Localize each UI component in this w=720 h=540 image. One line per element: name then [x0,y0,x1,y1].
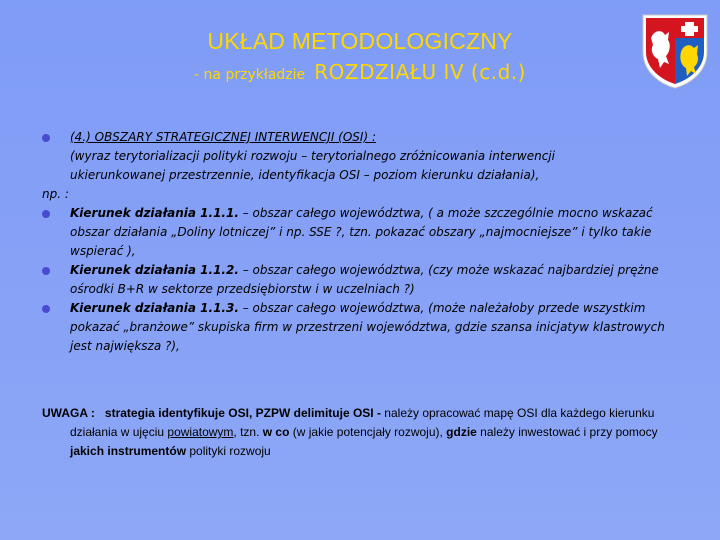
bullet-icon [42,305,50,313]
wyraz-line-2: ukierunkowanej przestrzennie, identyfikacja OSI – poziom kierunku działania), [70,168,540,182]
k1-label: Kierunek działania 1.1.1. [70,206,239,220]
osi-heading: (4.) OBSZARY STRATEGICZNEJ INTERWENCJI (OSI) : [70,130,376,144]
list-item-k1 [42,204,682,261]
slide-title: UKŁAD METODOLOGICZNY [207,28,513,54]
k1-text: – obszar całego województwa, ( a może szczególnie mocno wskazać obszar działania „Doliny lotniczej” i np. SSE ?, tzn. pokazać obszary „najmocniejsze” i tylko takie wspierać ), [70,206,653,258]
subtitle-main: ROZDZIAŁU IV (c.d.) [314,60,526,84]
uwaga-bold-2: w co [262,425,290,439]
wyraz-paragraph [42,147,682,185]
slide-subtitle [0,60,720,84]
k2-label: Kierunek działania 1.1.2. [70,263,239,277]
uwaga-label: UWAGA : [42,406,95,420]
uwaga-bold-4: jakich instrumentów [70,444,187,458]
uwaga-bold-1: strategia identyfikuje OSI, PZPW delimituje OSI - [104,406,381,420]
bullet-icon [42,210,50,218]
content-block [42,128,682,356]
k3-text: – obszar całego województwa, (może należałoby przede wszystkim pokazać „branżowe” skupiska firm w przestrzeni województwa, gdzie szansa inicjatyw klastrowych jest największa ?), [70,301,665,353]
subtitle-prefix: - na przykładzie [194,67,306,83]
uwaga-text-3: (w jakie potencjały rozwoju), [289,425,447,439]
list-item-osi [42,128,682,147]
coat-of-arms-icon [640,12,710,90]
k3-label: Kierunek działania 1.1.3. [70,301,239,315]
list-item-k2 [42,261,682,299]
uwaga-text-1: należy opracować mapę OSI dla każdego kierunku działania w ujęciu [70,406,655,439]
uwaga-underlined: powiatowym [167,425,234,439]
np-label: np. : [42,187,69,201]
k2-text: – obszar całego województwa, (czy może wskazać najbardziej prężne ośrodki B+R w sektorze przedsiębiorstw i w uczelniach ?) [70,263,659,296]
uwaga-text-5: polityki rozwoju [186,444,271,458]
uwaga-bold-3: gdzie [446,425,477,439]
bullet-icon [42,267,50,275]
bullet-icon [42,134,50,142]
uwaga-text-4: należy inwestować i przy pomocy [476,425,658,439]
uwaga-note [42,404,682,461]
wyraz-line-1: (wyraz terytorializacji polityki rozwoju – terytorialnego zróżnicowania interwencji [70,149,555,163]
list-item-k3 [42,299,682,356]
uwaga-text-2: , tzn. [233,425,263,439]
